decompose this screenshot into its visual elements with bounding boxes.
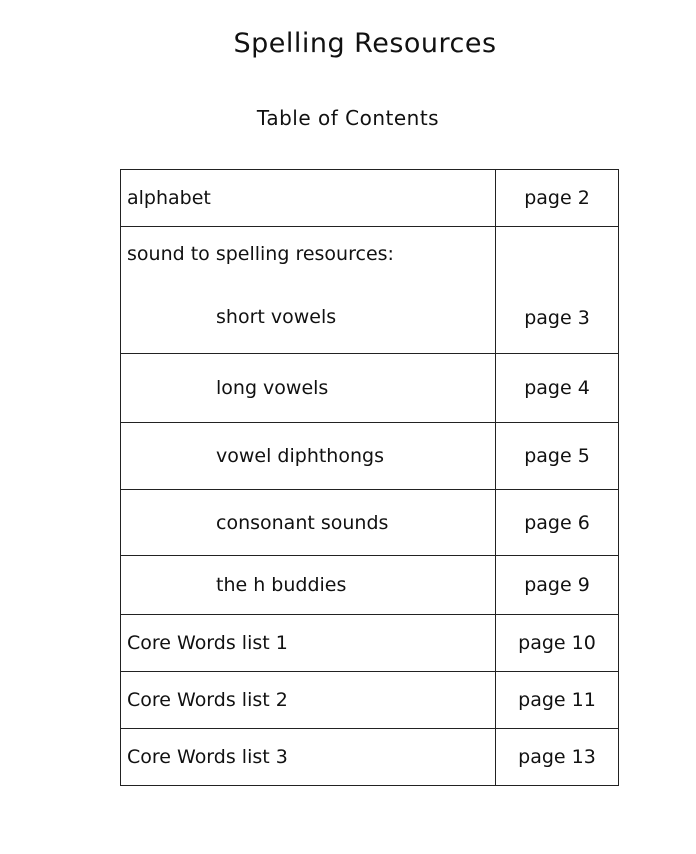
toc-entry-label: vowel diphthongs bbox=[121, 423, 496, 490]
toc-row-core-3 bbox=[121, 729, 619, 786]
toc-row-short-vowels bbox=[121, 227, 619, 354]
toc-row-core-1 bbox=[121, 615, 619, 672]
toc-entry-page: page 10 bbox=[496, 615, 619, 672]
toc-entry-page: page 2 bbox=[496, 170, 619, 227]
toc-entry-page: page 11 bbox=[496, 672, 619, 729]
toc-section-heading: sound to spelling resources: bbox=[127, 243, 394, 265]
toc-row-h-buddies bbox=[121, 556, 619, 615]
document-title: Spelling Resources bbox=[233, 28, 497, 59]
toc-entry-label: short vowels bbox=[216, 306, 337, 328]
toc-entry-page: page 9 bbox=[496, 556, 619, 615]
toc-page-cell bbox=[496, 227, 619, 354]
toc-row-vowel-diphthongs bbox=[121, 423, 619, 490]
table-of-contents bbox=[120, 169, 619, 786]
toc-entry-page: page 4 bbox=[496, 354, 619, 423]
toc-entry-label: the h buddies bbox=[121, 556, 496, 615]
toc-section-cell bbox=[121, 227, 496, 354]
toc-entry-label: long vowels bbox=[121, 354, 496, 423]
toc-entry-label: Core Words list 3 bbox=[121, 729, 496, 786]
toc-entry-label: alphabet bbox=[121, 170, 496, 227]
toc-entry-page: page 5 bbox=[496, 423, 619, 490]
toc-row-alphabet bbox=[121, 170, 619, 227]
toc-entry-label: Core Words list 1 bbox=[121, 615, 496, 672]
toc-entry-page: page 3 bbox=[524, 307, 590, 329]
toc-row-consonant-sounds bbox=[121, 490, 619, 556]
document-subtitle: Table of Contents bbox=[256, 106, 440, 130]
toc-entry-page: page 13 bbox=[496, 729, 619, 786]
toc-entry-label: Core Words list 2 bbox=[121, 672, 496, 729]
toc-row-core-2 bbox=[121, 672, 619, 729]
toc-entry-label: consonant sounds bbox=[121, 490, 496, 556]
toc-entry-page: page 6 bbox=[496, 490, 619, 556]
toc-row-long-vowels bbox=[121, 354, 619, 423]
